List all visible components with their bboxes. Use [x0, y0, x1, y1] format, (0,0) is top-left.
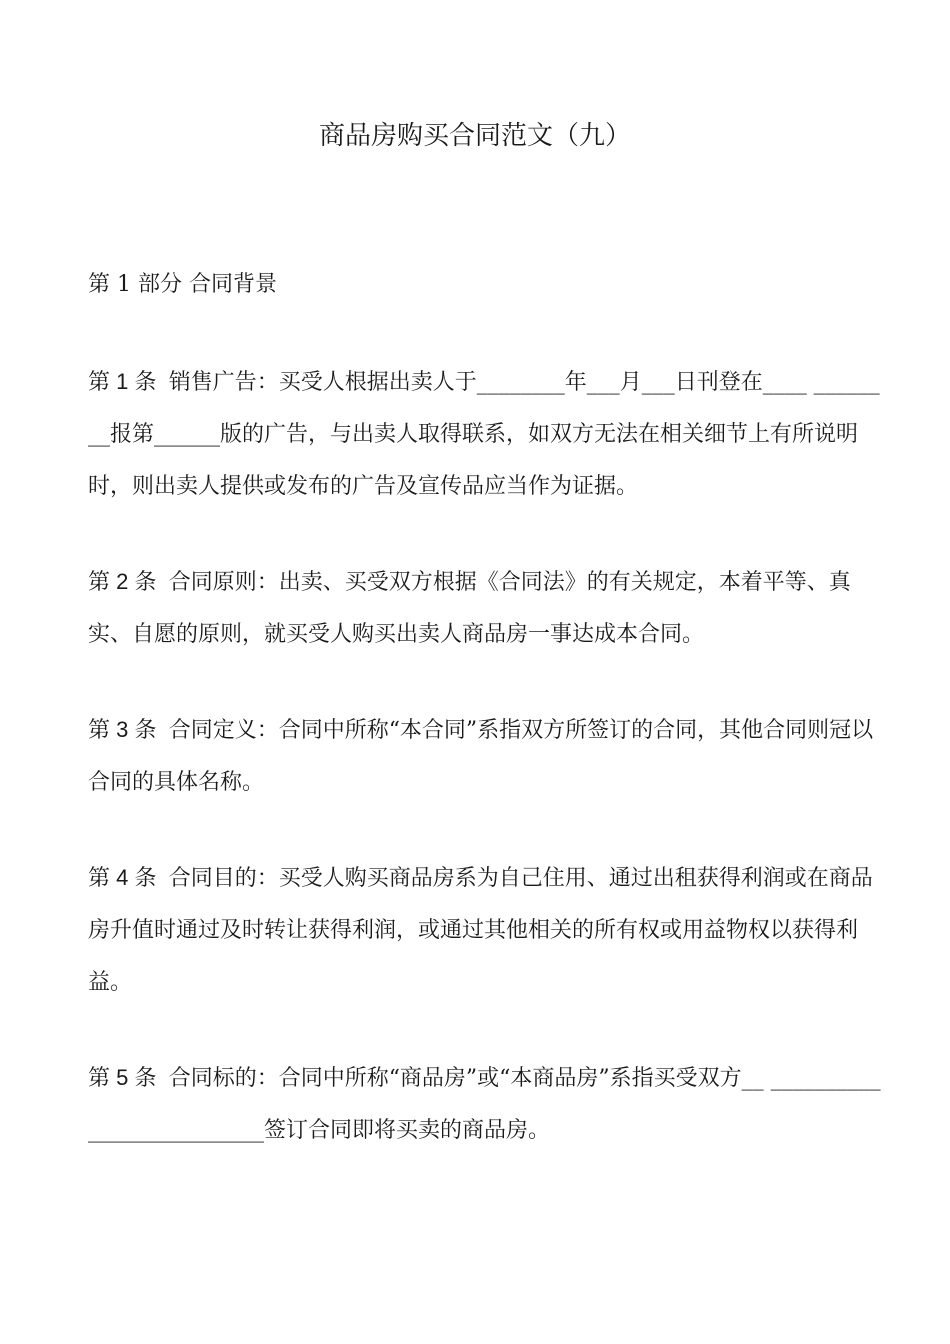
article-1: [88, 356, 883, 513]
article-text: 销售广告：买受人根据出卖人于________年___月___日刊登在____ ________报第______版的广告，与出卖人取得联系，如双方无法在相关细节上有所说明时，则出卖人提供或发布的广告及宣传品应当作为证据。: [88, 370, 880, 499]
article-label: 第 2 条: [88, 569, 169, 594]
article-label: 第 3 条: [88, 717, 169, 742]
article-text: 合同原则：出卖、买受双方根据《合同法》的有关规定，本着平等、真实、自愿的原则，就买受人购买出卖人商品房一事达成本合同。: [88, 570, 851, 647]
document-body: [88, 266, 883, 1200]
article-text: 合同标的：合同中所称“商品房”或“本商品房”系指买受双方__ __________________________签订合同即将买卖的商品房。: [88, 1066, 881, 1143]
article-label: 第 1 条: [88, 369, 169, 394]
article-label: 第 4 条: [88, 865, 169, 890]
article-label: 第 5 条: [88, 1065, 169, 1090]
article-4: [88, 852, 883, 1009]
article-2: [88, 556, 883, 661]
article-text: 合同目的：买受人购买商品房系为自己住用、通过出租获得利润或在商品房升值时通过及时转让获得利润，或通过其他相关的所有权或用益物权以获得利益。: [88, 866, 873, 995]
article-text: 合同定义：合同中所称“本合同”系指双方所签订的合同，其他合同则冠以合同的具体名称。: [88, 718, 874, 795]
article-5: [88, 1052, 883, 1157]
article-3: [88, 704, 883, 809]
page-title: 商品房购买合同范文（九）: [318, 121, 631, 151]
part-heading: 第 1 部分 合同背景: [88, 272, 277, 297]
